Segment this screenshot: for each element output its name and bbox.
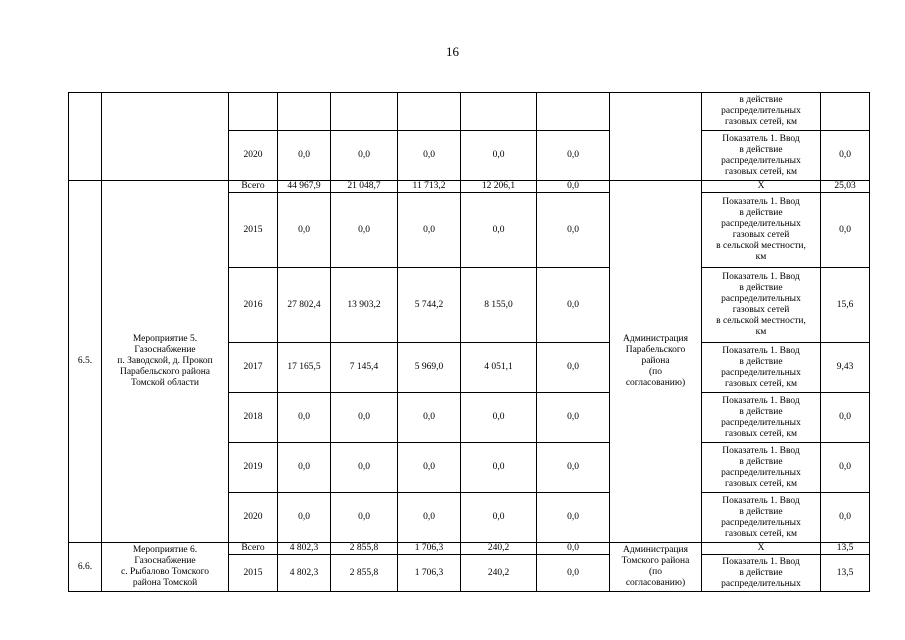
amount-cell: 0,0	[278, 193, 331, 268]
amount-cell: 27 802,4	[278, 268, 331, 343]
indicator-cell: Показатель 1. Ввод в действие распределительных газовых сетей, км	[702, 443, 821, 493]
amount-cell: 8 155,0	[461, 268, 537, 343]
amount-cell: 0,0	[537, 343, 610, 393]
amount-cell: 240,2	[461, 543, 537, 555]
amount-cell: 0,0	[461, 193, 537, 268]
indicator-value-cell	[821, 93, 870, 131]
event-name: Мероприятие 6. Газоснабжение с. Рыбалово Томского района Томской	[102, 543, 229, 592]
amount-cell: 0,0	[461, 493, 537, 543]
table-row	[69, 93, 870, 131]
event-number: 6.6.	[69, 543, 102, 592]
amount-cell: 1 706,3	[398, 543, 461, 555]
year-cell: 2020	[229, 493, 278, 543]
amount-cell: 0,0	[278, 393, 331, 443]
amount-cell: 240,2	[461, 555, 537, 592]
amount-cell: 0,0	[537, 131, 610, 181]
event-name: Мероприятие 5. Газоснабжение п. Заводской, д. Прокоп Парабельского района Томской области	[102, 181, 229, 543]
amount-cell: 0,0	[331, 393, 398, 443]
indicator-cell: в действие распределительных газовых сетей, км	[702, 93, 821, 131]
indicator-cell: Показатель 1. Ввод в действие распределительных газовых сетей, км	[702, 131, 821, 181]
amount-cell: 0,0	[398, 443, 461, 493]
amount-cell: 0,0	[461, 443, 537, 493]
year-cell: 2015	[229, 555, 278, 592]
indicator-value-cell: 0,0	[821, 193, 870, 268]
amount-cell: 0,0	[537, 193, 610, 268]
amount-cell: 0,0	[398, 493, 461, 543]
indicator-cell: Показатель 1. Ввод в действие распределительных газовых сетей в сельской местности, км	[702, 193, 821, 268]
indicator-value-cell: 0,0	[821, 443, 870, 493]
amount-cell: 0,0	[537, 268, 610, 343]
indicator-value-cell: 13,5	[821, 543, 870, 555]
amount-cell: 0,0	[331, 131, 398, 181]
indicator-cell: Показатель 1. Ввод в действие распределительных газовых сетей в сельской местности, км	[702, 268, 821, 343]
amount-cell: 0,0	[278, 443, 331, 493]
year-cell: 2019	[229, 443, 278, 493]
amount-cell: 44 967,9	[278, 181, 331, 193]
amount-cell: 0,0	[398, 193, 461, 268]
amount-cell: 5 744,2	[398, 268, 461, 343]
year-cell: 2018	[229, 393, 278, 443]
indicator-value-cell: 25,03	[821, 181, 870, 193]
amount-cell: 0,0	[278, 493, 331, 543]
year-cell: Всего	[229, 181, 278, 193]
year-cell	[229, 93, 278, 131]
amount-cell: 1 706,3	[398, 555, 461, 592]
amount-cell: 0,0	[537, 493, 610, 543]
executor-cell: Администрация Томского района (по согласованию)	[610, 543, 702, 592]
year-cell: 2015	[229, 193, 278, 268]
amount-cell	[278, 93, 331, 131]
amount-cell: 0,0	[537, 443, 610, 493]
year-cell: 2017	[229, 343, 278, 393]
indicator-value-cell: 0,0	[821, 131, 870, 181]
amount-cell: 0,0	[537, 393, 610, 443]
indicator-value-cell: 13,5	[821, 555, 870, 592]
year-cell: Всего	[229, 543, 278, 555]
event-cell	[102, 93, 229, 181]
amount-cell: 11 713,2	[398, 181, 461, 193]
indicator-cell: Показатель 1. Ввод в действие распределительных газовых сетей, км	[702, 493, 821, 543]
amount-cell: 5 969,0	[398, 343, 461, 393]
indicator-value-cell: 0,0	[821, 493, 870, 543]
amount-cell: 0,0	[537, 555, 610, 592]
page-number: 16	[446, 44, 459, 59]
amount-cell: 0,0	[537, 543, 610, 555]
amount-cell	[537, 93, 610, 131]
table-row	[69, 181, 870, 193]
amount-cell: 0,0	[398, 393, 461, 443]
indicator-value-cell: 9,43	[821, 343, 870, 393]
program-table	[68, 92, 870, 592]
table-row	[69, 543, 870, 555]
indicator-cell: X	[702, 181, 821, 193]
amount-cell: 17 165,5	[278, 343, 331, 393]
amount-cell: 4 051,1	[461, 343, 537, 393]
amount-cell: 21 048,7	[331, 181, 398, 193]
amount-cell: 4 802,3	[278, 555, 331, 592]
amount-cell: 0,0	[331, 493, 398, 543]
indicator-cell: Показатель 1. Ввод в действие распределительных газовых сетей, км	[702, 343, 821, 393]
event-number: 6.5.	[69, 181, 102, 543]
num-cell	[69, 93, 102, 181]
amount-cell: 12 206,1	[461, 181, 537, 193]
indicator-cell: Показатель 1. Ввод в действие распределительных газовых сетей, км	[702, 393, 821, 443]
year-cell: 2020	[229, 131, 278, 181]
amount-cell: 0,0	[398, 131, 461, 181]
amount-cell: 2 855,8	[331, 555, 398, 592]
amount-cell: 7 145,4	[331, 343, 398, 393]
amount-cell	[461, 93, 537, 131]
amount-cell: 0,0	[331, 443, 398, 493]
amount-cell: 2 855,8	[331, 543, 398, 555]
amount-cell: 0,0	[278, 131, 331, 181]
amount-cell: 4 802,3	[278, 543, 331, 555]
executor-cell	[610, 93, 702, 181]
amount-cell: 0,0	[331, 193, 398, 268]
amount-cell: 0,0	[537, 181, 610, 193]
indicator-cell: Показатель 1. Ввод в действие распределительных	[702, 555, 821, 592]
indicator-value-cell: 15,6	[821, 268, 870, 343]
indicator-cell: X	[702, 543, 821, 555]
executor-cell: Администрация Парабельского района (по согласованию)	[610, 181, 702, 543]
amount-cell: 0,0	[461, 131, 537, 181]
amount-cell: 0,0	[461, 393, 537, 443]
year-cell: 2016	[229, 268, 278, 343]
amount-cell	[331, 93, 398, 131]
indicator-value-cell: 0,0	[821, 393, 870, 443]
amount-cell: 13 903,2	[331, 268, 398, 343]
amount-cell	[398, 93, 461, 131]
